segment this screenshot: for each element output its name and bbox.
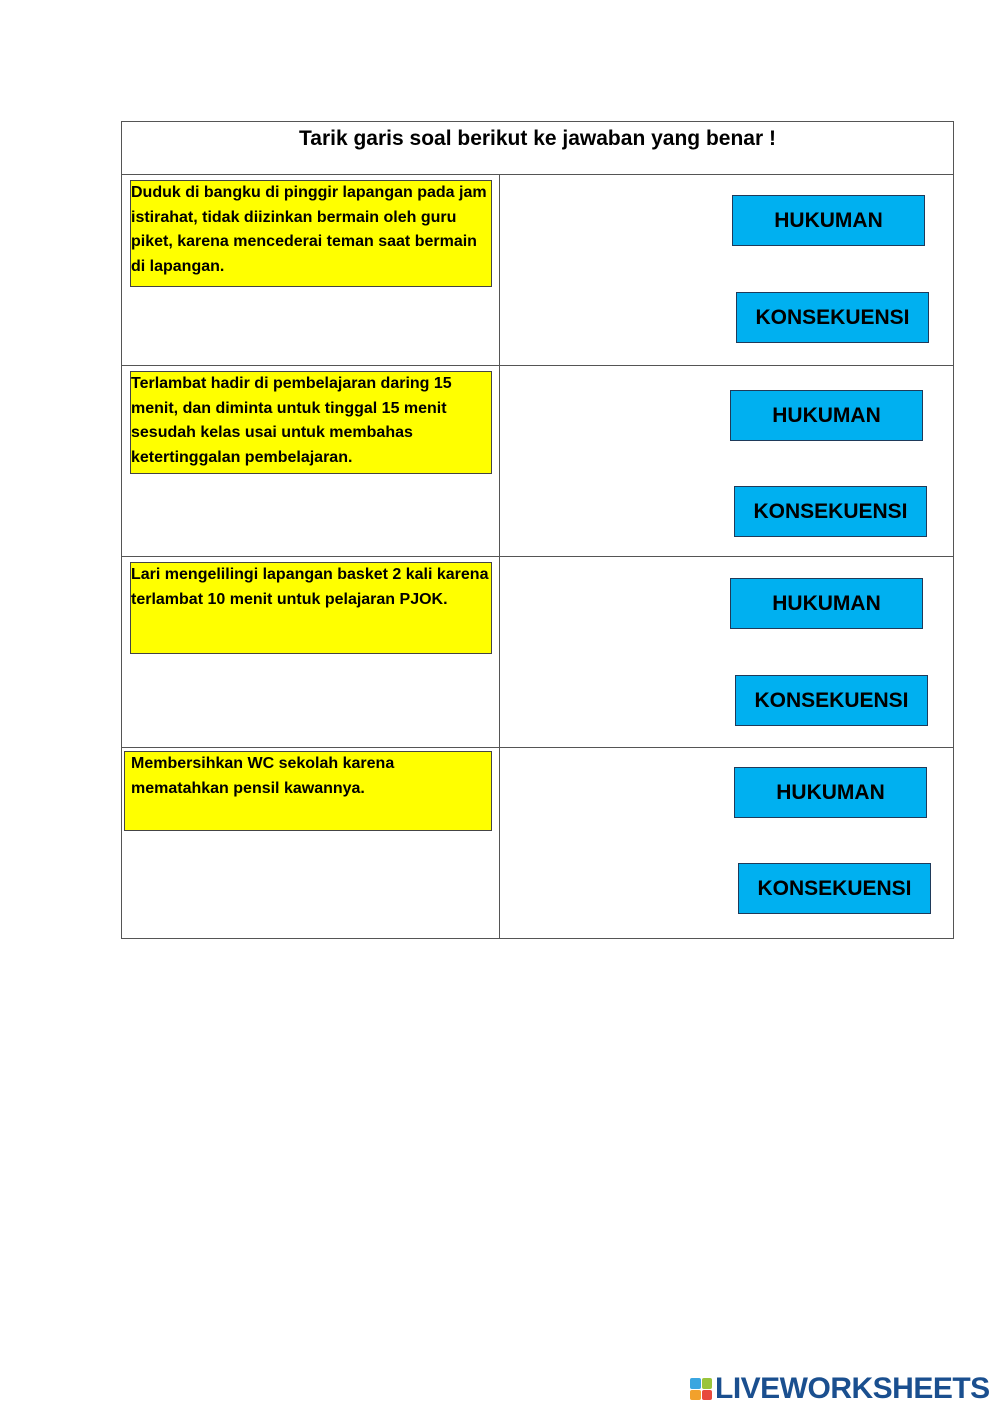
- answer-hukuman-4[interactable]: HUKUMAN: [734, 767, 927, 818]
- answer-konsekuensi-2[interactable]: KONSEKUENSI: [734, 486, 927, 537]
- question-row-2: [122, 366, 953, 557]
- answer-hukuman-3[interactable]: HUKUMAN: [730, 578, 923, 629]
- question-text-4[interactable]: Membersihkan WC sekolah karena mematahkan pensil kawannya.: [124, 751, 492, 831]
- question-text-1[interactable]: Duduk di bangku di pinggir lapangan pada jam istirahat, tidak diizinkan bermain oleh guru piket, karena mencederai teman saat bermain di lapangan.: [130, 180, 492, 287]
- question-text-2[interactable]: Terlambat hadir di pembelajaran daring 15 menit, dan diminta untuk tinggal 15 menit sesudah kelas usai untuk membahas ketertinggalan pembelajaran.: [130, 371, 492, 474]
- answer-hukuman-1[interactable]: HUKUMAN: [732, 195, 925, 246]
- question-row-1: [122, 175, 953, 366]
- brand-name: LIVEWORKSHEETS: [715, 1372, 990, 1405]
- answer-konsekuensi-3[interactable]: KONSEKUENSI: [735, 675, 928, 726]
- liveworksheets-logo-icon: [690, 1378, 712, 1400]
- answer-konsekuensi-4[interactable]: KONSEKUENSI: [738, 863, 931, 914]
- question-row-4: [122, 748, 953, 938]
- question-row-3: [122, 557, 953, 748]
- answer-konsekuensi-1[interactable]: KONSEKUENSI: [736, 292, 929, 343]
- answer-hukuman-2[interactable]: HUKUMAN: [730, 390, 923, 441]
- question-text-3[interactable]: Lari mengelilingi lapangan basket 2 kali karena terlambat 10 menit untuk pelajaran PJOK.: [130, 562, 492, 654]
- worksheet-title: Tarik garis soal berikut ke jawaban yang benar !: [122, 122, 953, 175]
- worksheet-table: [121, 121, 954, 939]
- liveworksheets-logo: [690, 1374, 990, 1404]
